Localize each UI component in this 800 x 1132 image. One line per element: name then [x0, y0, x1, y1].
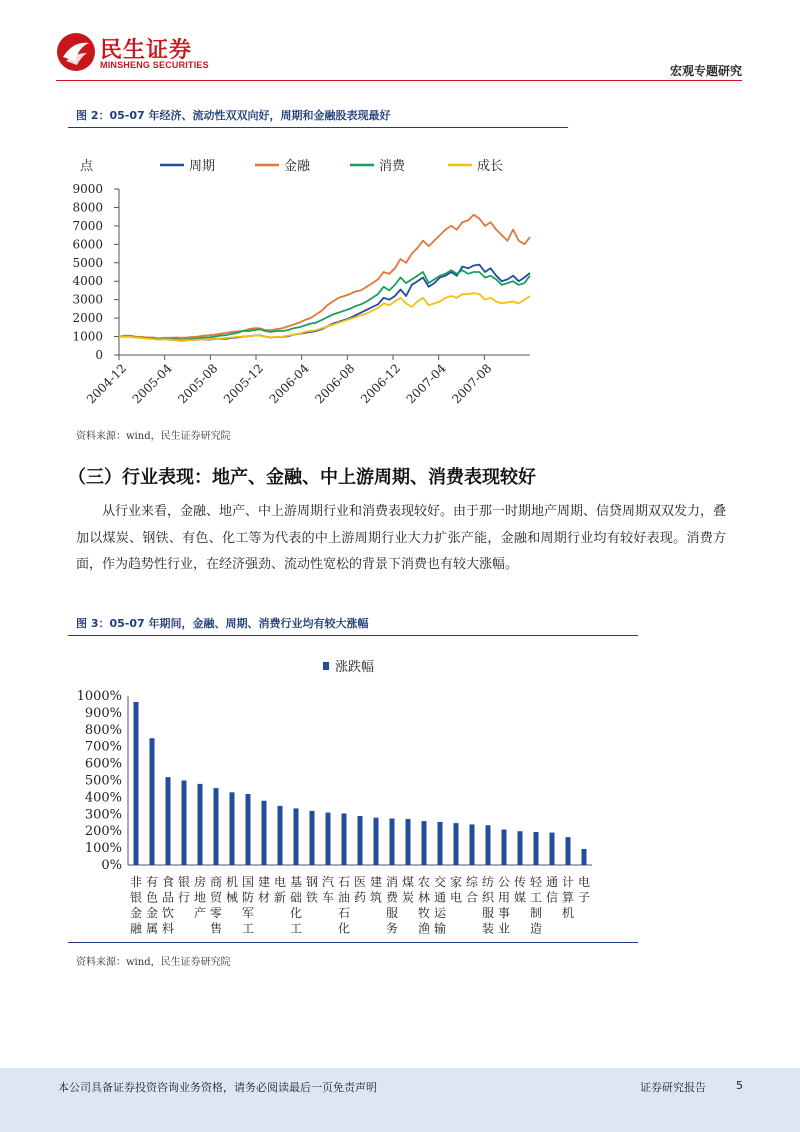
y-tick-label: 700% — [84, 739, 122, 755]
category-label: 机械 — [225, 875, 239, 905]
y-tick-label: 900% — [84, 705, 122, 721]
category-label: 石油石化 — [337, 875, 351, 936]
x-tick-label: 2007-04 — [403, 361, 449, 407]
y-tick-label: 500% — [84, 773, 122, 789]
bar — [246, 794, 251, 865]
legend-swatch — [323, 662, 329, 670]
footer-report-type: 证券研究报告 — [640, 1081, 706, 1094]
series-line — [119, 293, 530, 340]
category-label: 有色金属 — [145, 875, 159, 936]
series-line — [119, 265, 530, 341]
bar — [182, 781, 187, 866]
bar — [278, 806, 283, 865]
category-label: 纺织服装 — [481, 875, 495, 936]
category-label: 农林牧渔 — [417, 875, 431, 936]
y-tick-label: 800% — [84, 722, 122, 738]
y-tick-label: 4000 — [72, 274, 103, 289]
category-label: 轻工制造 — [529, 875, 543, 936]
x-tick-label: 2006-12 — [357, 361, 404, 407]
bar — [198, 784, 203, 865]
figure-3-bottom-divider — [68, 942, 638, 943]
page-number: 5 — [736, 1079, 743, 1092]
x-tick-label: 2005-08 — [175, 361, 221, 407]
y-tick-label: 6000 — [72, 237, 103, 252]
brand-name-cn: 民生证券 — [100, 38, 193, 63]
bar — [166, 777, 171, 865]
footer-disclaimer: 本公司具备证券投资咨询业务资格，请务必阅读最后一页免责声明 — [58, 1081, 377, 1094]
bar — [518, 831, 523, 865]
y-tick-label: 200% — [84, 824, 122, 840]
bar — [326, 813, 331, 865]
x-tick-label: 2007-08 — [449, 361, 495, 407]
y-tick-label: 5000 — [72, 255, 103, 270]
category-label: 消费服务 — [385, 875, 399, 936]
document-type: 宏观专题研究 — [669, 64, 742, 78]
series-line — [119, 215, 530, 339]
line-chart — [60, 140, 580, 450]
section-paragraph: 从行业来看，金融、地产、中上游周期行业和消费表现较好。由于那一时期地产周期、信贷周期双双发力，叠加以煤炭、钢铁、有色、化工等为代表的中上游周期行业大力扩张产能，金融和周期行业均有较好表现。消费方面，作为趋势性行业，在经济强劲、流动性宽松的背景下消费也有较大涨幅。 — [76, 504, 727, 572]
line-chart-legend — [160, 158, 503, 174]
category-label: 房地产 — [193, 875, 207, 920]
category-label: 商贸零售 — [209, 875, 223, 936]
bar — [294, 808, 299, 865]
y-tick-label: 1000 — [72, 329, 103, 344]
bar — [374, 818, 379, 865]
category-label: 钢铁 — [305, 875, 319, 905]
figure-3-title: 图 3：05-07 年期间，金融、周期、消费行业均有较大涨幅 — [76, 617, 369, 630]
y-tick-label: 8000 — [72, 200, 103, 215]
y-tick-label: 9000 — [72, 182, 103, 196]
bar — [550, 833, 555, 865]
category-label: 电子 — [577, 875, 591, 905]
category-label: 交通运输 — [433, 875, 447, 936]
category-label: 建筑 — [369, 875, 383, 905]
category-label: 建材 — [257, 875, 271, 905]
category-label: 基础化工 — [289, 875, 303, 936]
category-label: 电新 — [273, 875, 287, 905]
bar — [438, 822, 443, 865]
category-label: 医药 — [353, 875, 367, 905]
category-label: 家电 — [449, 875, 463, 905]
y-axis-unit-label: 点 — [80, 159, 94, 174]
bar — [534, 832, 539, 865]
bar — [230, 792, 235, 865]
bar — [262, 801, 267, 865]
minsheng-logo-icon — [55, 31, 97, 73]
section-heading: （三）行业表现：地产、金融、中上游周期、消费表现较好 — [68, 467, 536, 488]
legend-label: 金融 — [284, 159, 311, 174]
category-label: 传媒 — [513, 875, 527, 905]
legend-label: 成长 — [477, 159, 504, 174]
legend-label: 周期 — [189, 159, 216, 174]
bar — [454, 823, 459, 865]
line-chart-axes — [72, 158, 530, 406]
bar-chart-legend — [323, 659, 374, 675]
category-label: 综合 — [465, 875, 479, 905]
bar — [310, 811, 315, 865]
x-tick-label: 2006-04 — [266, 361, 312, 407]
category-label: 煤炭 — [401, 875, 415, 905]
legend-label: 消费 — [379, 159, 406, 174]
bar — [502, 830, 507, 865]
bar-chart-bars — [134, 702, 587, 865]
y-tick-label: 400% — [84, 790, 122, 806]
category-label: 计算机 — [561, 875, 575, 920]
figure-3-source: 资料来源：wind，民生证券研究院 — [76, 957, 231, 968]
bar — [582, 849, 587, 865]
bar-chart — [60, 645, 640, 945]
x-tick-label: 2004-12 — [83, 361, 130, 407]
y-tick-label: 7000 — [72, 218, 103, 233]
legend-label: 涨跌幅 — [335, 660, 375, 675]
page-header — [0, 0, 800, 80]
y-tick-label: 100% — [84, 841, 122, 857]
figure-2-source: 资料来源：wind，民生证券研究院 — [76, 431, 231, 442]
header-divider — [56, 80, 742, 81]
bar — [150, 738, 155, 865]
y-tick-label: 2000 — [72, 311, 103, 326]
bar — [470, 824, 475, 865]
bar — [134, 702, 139, 865]
bar — [566, 837, 571, 865]
category-label: 汽车 — [321, 875, 335, 905]
y-tick-label: 3000 — [72, 292, 103, 307]
bar — [422, 821, 427, 865]
category-label: 通信 — [545, 875, 559, 905]
x-tick-label: 2006-08 — [312, 361, 358, 407]
y-tick-label: 600% — [84, 756, 122, 772]
figure-2-title: 图 2：05-07 年经济、流动性双双向好，周期和金融股表现最好 — [76, 109, 391, 122]
bar — [390, 819, 395, 865]
y-tick-label: 0 — [95, 348, 103, 362]
bar — [406, 819, 411, 865]
y-tick-label: 1000% — [76, 689, 122, 704]
line-chart-series — [119, 215, 530, 341]
bar — [214, 788, 219, 865]
bar — [342, 813, 347, 865]
bar — [486, 825, 491, 865]
brand-name-en: MINSHENG SECURITIES — [100, 60, 209, 70]
figure-2-divider — [68, 127, 568, 128]
category-label: 公用事业 — [497, 875, 511, 936]
x-tick-label: 2005-12 — [220, 361, 267, 407]
category-label: 非银金融 — [129, 875, 143, 936]
category-label: 食品饮料 — [161, 875, 175, 936]
page-footer — [0, 1068, 800, 1132]
y-tick-label: 0% — [101, 858, 122, 873]
x-tick-label: 2005-04 — [129, 361, 175, 407]
bar — [358, 816, 363, 865]
category-label: 银行 — [177, 875, 191, 905]
series-line — [119, 270, 530, 340]
y-tick-label: 300% — [84, 807, 122, 823]
figure-3-divider — [68, 635, 638, 636]
category-label: 国防军工 — [241, 875, 255, 936]
